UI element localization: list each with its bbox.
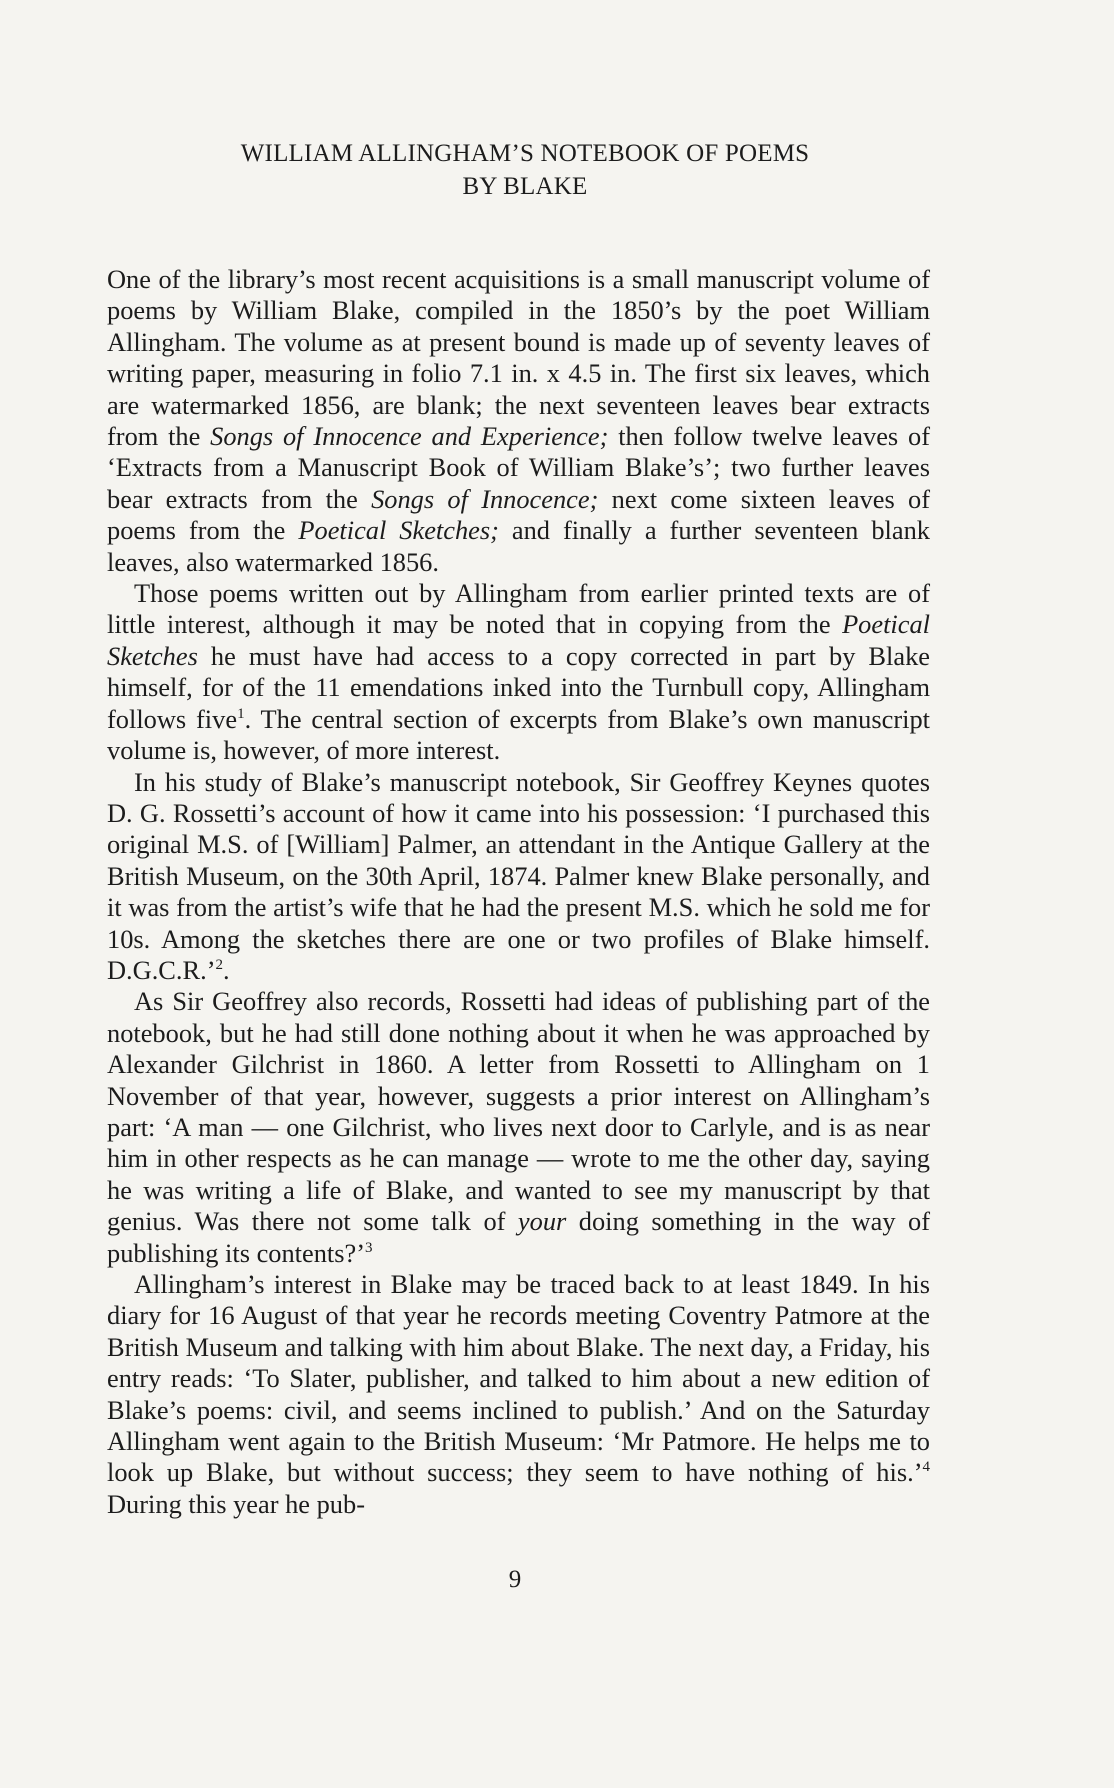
article-body (107, 264, 930, 1520)
text-run: . (223, 954, 230, 985)
text-run: In his study of Blake’s manuscript notebook, Sir Geoffrey Keynes quotes D. G. Rossetti’s account of how it came into his possession: ‘I purchased this original M.S. of [William] Palmer, an attendant in the Antique Gallery at the British Museum, on the 30th April, 1874. Palmer knew Blake personally, and it was from the artist’s wife that he had the present M.S. which he sold me for 10s. Among the sketches there are one or two profiles of Blake himself. D.G.C.R.’ (107, 766, 930, 985)
text-run: then follow twelve leaves of ‘Extracts from a Manuscript Book of William Blake’s’; two further leaves bear extracts from the (107, 421, 930, 514)
text-run: . The central section of excerpts from Blake’s own manuscript volume is, however, of more interest. (107, 703, 930, 766)
text-run: During this year he pub- (107, 1488, 365, 1519)
paragraph-5 (107, 1269, 930, 1520)
paragraph-2 (107, 578, 930, 766)
text-run: and finally a further seventeen blank leaves, also watermarked 1856. (107, 515, 930, 577)
paragraph-4 (107, 986, 930, 1269)
text-run: One of the library’s most recent acquisitions is a small manuscript volume of poems by William Blake, compiled in the 1850’s by the poet William Allingham. The volume as at present bound is made up of seventy leaves of writing paper, measuring in folio 7.1 in. x 4.5 in. The first six leaves, which are watermarked 1856, are blank; the next seventeen leaves bear extracts from the (107, 264, 930, 452)
text-run: Allingham’s interest in Blake may be traced back to at least 1849. In his diary for 16 August of that year he records meeting Coventry Patmore at the British Museum and talking with him about Blake. The next day, a Friday, his entry reads: ‘To Slater, publisher, and talked to him about a new edition of Blake’s poems: civil, and seems inclined to publish.’ And on the Saturday Allingham went again to the British Museum: ‘Mr Patmore. He helps me to look up Blake, but without success; they seem to have nothing of his.’ (107, 1269, 930, 1488)
title-line-2: BY BLAKE (462, 173, 588, 200)
text-run: next come sixteen leaves of poems from the (107, 483, 930, 546)
footnote-marker: 3 (365, 1239, 373, 1256)
title-line-1: WILLIAM ALLINGHAM’S NOTEBOOK OF POEMS (240, 140, 810, 167)
page-number: 9 (508, 1566, 522, 1593)
italic-title: Songs of Innocence and Experience; (210, 421, 609, 452)
text-run: As Sir Geoffrey also records, Rossetti had ideas of publishing part of the notebook, but he had still done nothing about it when he was approached by Alexander Gilchrist in 1860. A letter from Rossetti to Allingham on 1 November of that year, however, suggests a prior interest on Allingham’s part: ‘A man — one Gilchrist, who lives next door to Carlyle, and is as near him in other respects as he can manage — wrote to me the other day, saying he was writing a life of Blake, and wanted to see my manuscript by that genius. Was there not some talk of (107, 986, 930, 1237)
article-title (180, 137, 870, 203)
paragraph-1 (107, 264, 930, 578)
footnote-marker: 2 (215, 957, 224, 974)
paragraph-3 (107, 767, 930, 987)
italic-title: Poetical Sketches; (298, 515, 499, 546)
text-run: doing something in the way of publishing its contents?’ (107, 1206, 930, 1268)
italic-title: Songs of Innocence; (371, 483, 599, 514)
italic-word: your (517, 1206, 567, 1237)
footnote-marker: 4 (922, 1459, 930, 1476)
italic-title: Poetical Sketches (107, 609, 930, 671)
text-run: Those poems written out by Allingham from earlier printed texts are of little interest, although it may be noted that in copying from the (107, 578, 930, 640)
footnote-marker: 1 (237, 705, 245, 722)
text-run: he must have had access to a copy corrected in part by Blake himself, for of the 11 emendations inked into the Turnbull copy, Allingham follows five (107, 640, 930, 734)
